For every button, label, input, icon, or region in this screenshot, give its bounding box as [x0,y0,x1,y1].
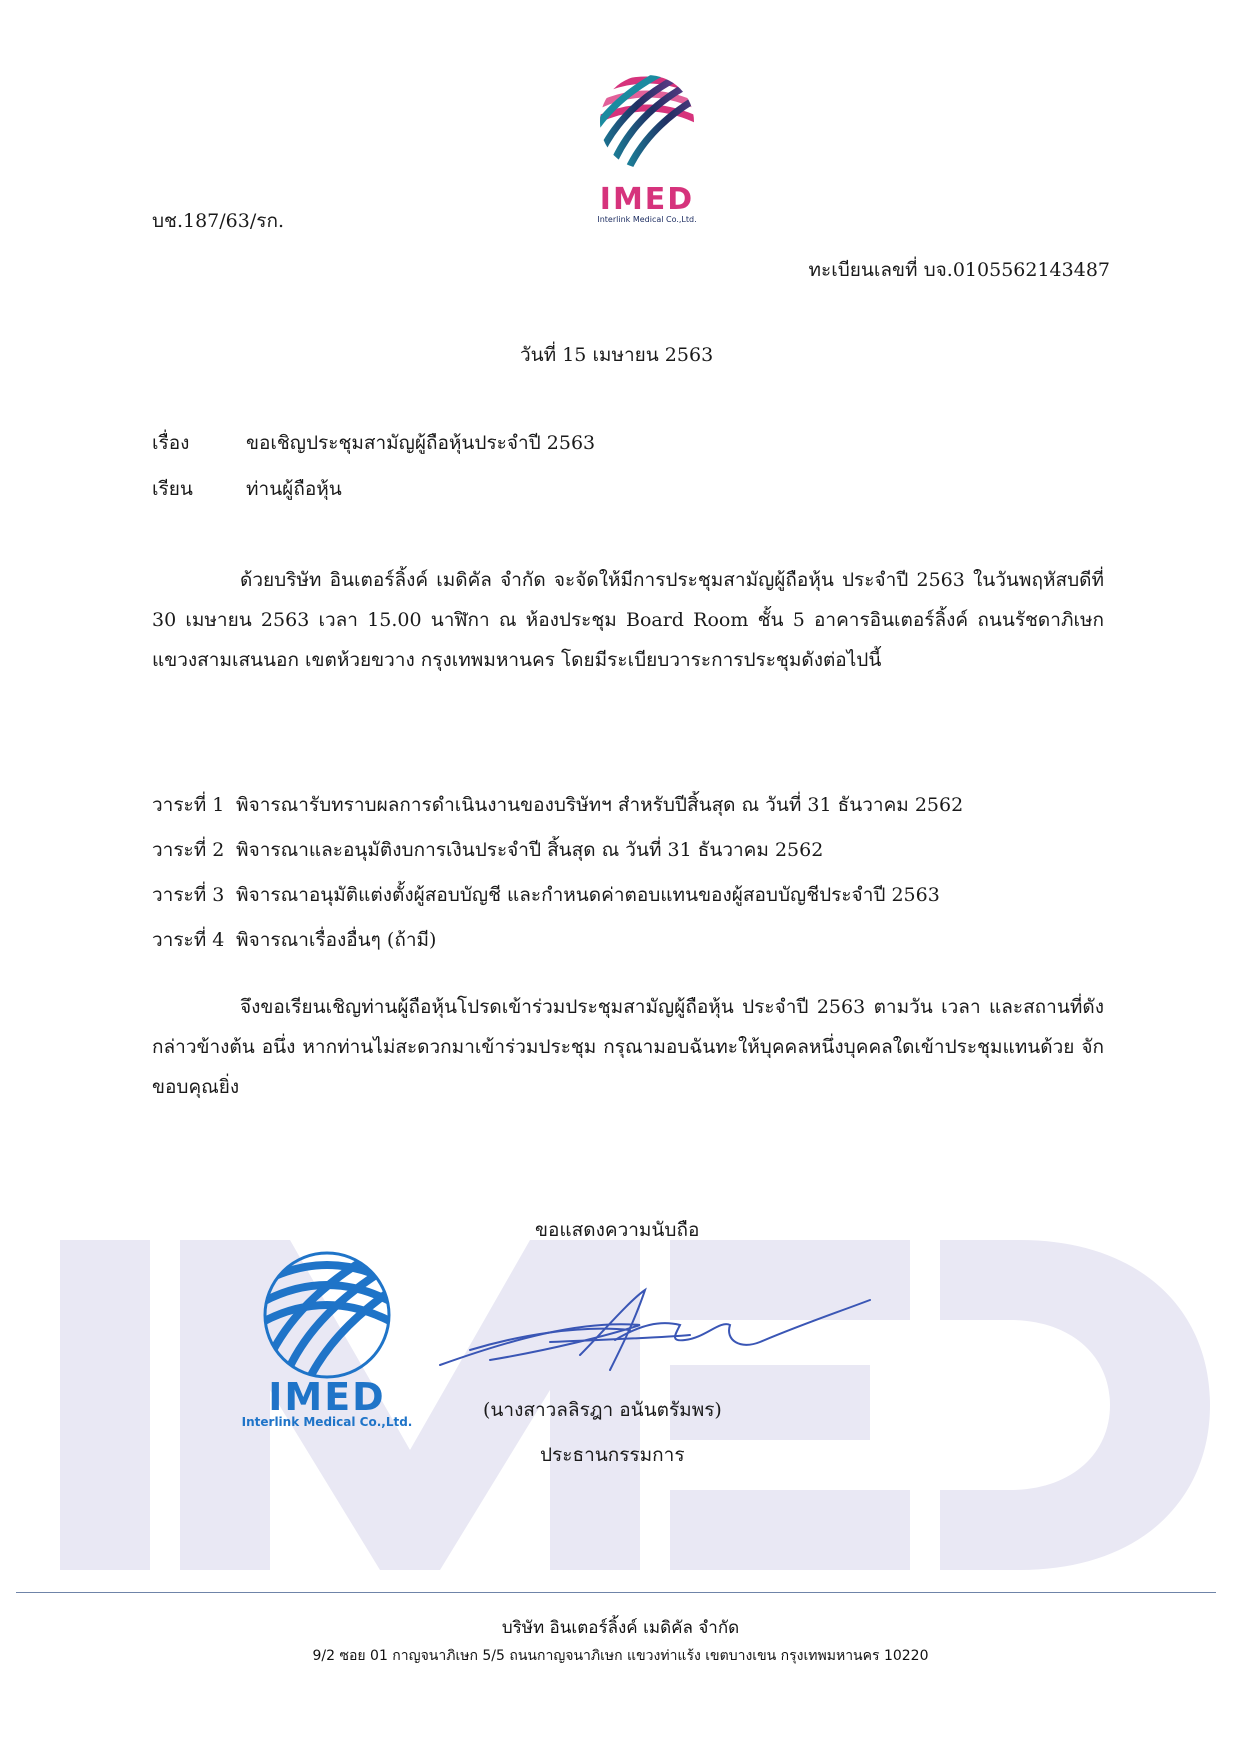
stamp-wordmark: IMED [268,1375,386,1419]
footer-divider [16,1592,1216,1593]
subject-text: ขอเชิญประชุมสามัญผู้ถือหุ้นประจำปี 2563 [246,432,596,454]
closing-regards: ขอแสดงความนับถือ [535,1219,700,1241]
footer-address: 9/2 ซอย 01 กาญจนาภิเษก 5/5 ถนนกาญจนาภิเษก แขวงท่าแร้ง เขตบางเขน กรุงเทพมหานคร 10220 [312,1648,929,1664]
body-paragraph-2: จึงขอเรียนเชิญท่านผู้ถือหุ้นโปรดเข้าร่วมประชุมสามัญผู้ถือหุ้น ประจำปี 2563 ตามวัน เวลา และสถานที่ดังกล่าวข้างต้น อนึ่ง หากท่านไม่สะดวกมาเข้าร่วมประชุม กรุณามอบฉันทะให้บุคคลหนึ่งบุคคลใดเข้าประชุมแทนด้วย จักขอบคุณยิ่ง [152,996,1104,1098]
agenda-label: วาระที่ 4 [152,929,225,951]
agenda-label: วาระที่ 1 [152,794,225,816]
company-stamp [232,1245,422,1435]
agenda-item [152,790,963,820]
agenda-label: วาระที่ 3 [152,884,225,906]
signer-name: (นางสาวลลิรฎา อนันตรัมพร) [483,1399,722,1421]
salutation-text: ท่านผู้ถือหุ้น [246,478,342,500]
salutation-label: เรียน [152,478,193,500]
agenda-text: พิจารณารับทราบผลการดำเนินงานของบริษัทฯ สำหรับปีสิ้นสุด ณ วันที่ 31 ธันวาคม 2562 [236,794,964,816]
document-number: บช.187/63/รก. [152,210,284,232]
stamp-globe-icon [232,1245,422,1435]
letter-date: วันที่ 15 เมษายน 2563 [520,344,714,366]
logo-company-name: Interlink Medical Co.,Ltd. [597,215,697,224]
globe-logo-icon [572,70,722,200]
registration-number: ทะเบียนเลขที่ บจ.0105562143487 [808,259,1110,281]
handwritten-signature [430,1280,900,1400]
agenda-label: วาระที่ 2 [152,839,225,861]
agenda-text: พิจารณาและอนุมัติงบการเงินประจำปี สิ้นสุด ณ วันที่ 31 ธันวาคม 2562 [236,839,824,861]
agenda-item [152,835,823,865]
agenda-text: พิจารณาอนุมัติแต่งตั้งผู้สอบบัญชี และกำหนดค่าตอบแทนของผู้สอบบัญชีประจำปี 2563 [236,884,940,906]
agenda-item [152,880,940,910]
body-paragraph-1: ด้วยบริษัท อินเตอร์ลิ้งค์ เมดิคัล จำกัด จะจัดให้มีการประชุมสามัญผู้ถือหุ้น ประจำปี 2563 ในวันพฤหัสบดีที่ 30 เมษายน 2563 เวลา 15.00 นาฬิกา ณ ห้องประชุม Board Room ชั้น 5 อาคารอินเตอร์ลิ้งค์ ถนนรัชดาภิเษก แขวงสามเสนนอก เขตห้วยขวาง กรุงเทพมหานคร โดยมีระเบียบวาระการประชุมดังต่อไปนี้ [152,569,1104,671]
agenda-text: พิจารณาเรื่องอื่นๆ (ถ้ามี) [236,929,437,951]
signer-title: ประธานกรรมการ [540,1444,685,1466]
company-logo [572,70,722,230]
subject-label: เรื่อง [152,432,190,454]
logo-wordmark: IMED [599,182,695,217]
stamp-company-name: Interlink Medical Co.,Ltd. [241,1415,413,1429]
agenda-item [152,925,436,955]
footer-company-name: บริษัท อินเตอร์ลิ้งค์ เมดิคัล จำกัด [501,1618,740,1638]
